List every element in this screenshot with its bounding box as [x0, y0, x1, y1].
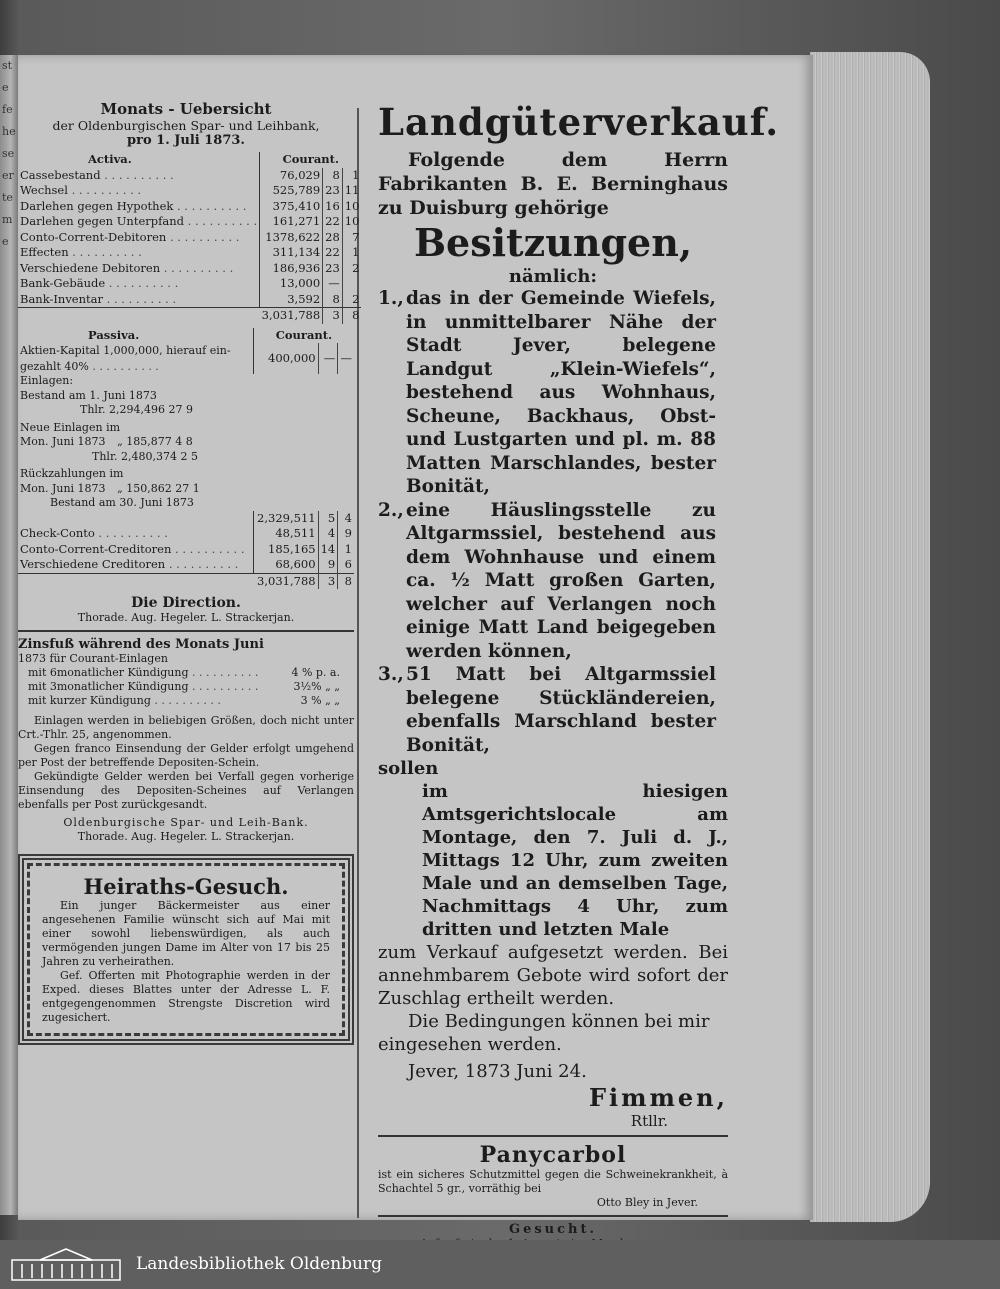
zins-rate: 3½% „ „: [293, 680, 340, 693]
sale-naemlich: nämlich:: [508, 266, 598, 287]
aktiva-c2: 7: [342, 230, 361, 246]
bank-name: Oldenburgische Spar- und Leih-Bank.: [63, 816, 309, 829]
passiva-label: Conto-Corrent-Creditoren . . .: [18, 542, 253, 558]
sale-item: [378, 287, 728, 499]
edge-letter: te: [2, 191, 13, 204]
zins-paragraph: Gegen franco Einsendung der Gelder erfolgt umgehend per Post der betreffende Depositen-Schein.: [18, 742, 354, 769]
passiva-c1: 4: [318, 526, 338, 542]
report-title: Monats - Uebersicht: [100, 100, 272, 118]
passiva-total-row: [18, 573, 354, 589]
sale-signer: Fimmen,: [588, 1083, 728, 1112]
marriage-ad-text: Ein junger Bäckermeister aus einer angesehenen Familie wünscht sich auf Mai mit einer sowohl liebenswürdigen, als auch vermögenden jungen Dame im Alter von 17 bis 25 Jahren zu verheirathen.: [42, 899, 330, 968]
right-column: [378, 100, 780, 1265]
aktiva-c1: 23: [323, 261, 343, 277]
aktiva-c1: 23: [323, 183, 343, 199]
aktiva-c1: 16: [323, 199, 343, 215]
aktiva-header-row: [18, 152, 361, 168]
aktiva-label: Verschiedene Debitoren . . .: [18, 261, 260, 277]
edge-letter: er: [2, 169, 14, 182]
aktiva-label: Conto-Corrent-Debitoren . . .: [18, 230, 260, 246]
marriage-ad-title: Heiraths-Gesuch.: [83, 874, 289, 899]
zins-rate: 4 % p. a.: [291, 666, 340, 679]
aktiva-amount: 13,000: [260, 276, 323, 292]
zins-title: Zinsfuß während des Monats Juni: [18, 637, 264, 652]
aktiva-row: [18, 168, 361, 184]
total-amount: 3,031,788: [260, 308, 323, 324]
einlagen-block: [18, 374, 354, 511]
sale-item-text: 51 Matt bei Altgarmssiel belegene Stückländereien, ebenfalls Marschland bester Bonität,: [406, 664, 716, 756]
passiva-courant-header: Courant.: [253, 328, 354, 344]
passiva-table: [18, 328, 354, 590]
passiva-label: Verschiedene Creditoren . . .: [18, 557, 253, 573]
neue-1: Neue Einlagen im: [20, 420, 121, 434]
aktiva-c1: 22: [323, 245, 343, 261]
rueck-amount: „ 150,862 27 1: [117, 481, 200, 495]
zins-label: mit 6monatlicher Kündigung . . .: [28, 666, 258, 680]
neue-2: Mon. Juni 1873: [20, 435, 106, 448]
passiva-c2: 4: [338, 511, 354, 527]
sale-item-text: das in der Gemeinde Wiefels, in unmittelbarer Nähe der Stadt Jever, belegene Landgut „Klein-Wiefels“, bestehend aus Wohnhaus, Scheune, Backhaus, Obst- und Lustgarten und pl. m. 88 Matten Marschlandes, bester Bonität,: [406, 288, 716, 497]
zins-paragraph: Einlagen werden in beliebigen Größen, doch nicht unter Crt.-Thlr. 25, angenommen.: [18, 714, 354, 741]
bestand-1-label: Bestand am 1. Juni 1873: [20, 388, 157, 402]
zins-text: [18, 714, 354, 812]
sale-sollen: sollen: [378, 758, 439, 779]
section-rule: [378, 1135, 728, 1137]
aktiva-total-row: [18, 308, 361, 324]
capital-amount: 400,000: [253, 343, 318, 374]
aktiva-c2: 1: [342, 245, 361, 261]
passiva-c2: 6: [338, 557, 354, 573]
report-date: pro 1. Juli 1873.: [127, 133, 245, 148]
passiva-row: [18, 526, 354, 542]
library-footer-bar: [0, 1240, 1000, 1289]
aktiva-c2: 2: [342, 261, 361, 277]
sale-item-number: 2.,: [378, 499, 404, 521]
aktiva-c2: 10: [342, 199, 361, 215]
sale-auction: im hiesigen Amtsgerichtslocale am Montage, den 7. Juli d. J., Mittags 12 Uhr, zum zweiten Male und an demselben Tage, Nachmittags 4 Uhr, zum dritten und letzten Male: [422, 781, 728, 940]
passiva-c2: 9: [338, 526, 354, 542]
sale-title: Landgüterverkauf.: [378, 100, 780, 144]
sale-item-text: eine Häuslingsstelle zu Altgarmssiel, bestehend aus dem Wohnhause und einem ca. ½ Matt großen Garten, welcher auf Verlangen noch einige Matt Land beigegeben werden können,: [406, 499, 716, 662]
neue-amount: „ 185,877 4 8: [117, 435, 193, 448]
passiva-c1: 9: [318, 557, 338, 573]
aktiva-amount: 3,592: [260, 292, 323, 308]
sale-signer-title: Rtllr.: [630, 1112, 668, 1130]
zins-row: [18, 666, 354, 680]
sale-intro: Folgende dem Herrn Fabrikanten B. E. Berninghaus zu Duisburg gehörige: [378, 149, 728, 219]
passiva-row: [18, 511, 354, 527]
aktiva-row: [18, 214, 361, 230]
aktiva-rows: [18, 168, 361, 308]
passiva-amount: 185,165: [253, 542, 318, 558]
capital-line-2: gezahlt 40% . . .: [20, 359, 251, 375]
zins-row: [18, 694, 354, 708]
aktiva-label: Darlehen gegen Hypothek . . .: [18, 199, 260, 215]
sum-amount: Thlr. 2,480,374 2 5: [92, 449, 198, 463]
report-subtitle: der Oldenburgischen Spar- und Leihbank,: [52, 118, 320, 133]
edge-letter: st: [2, 59, 13, 72]
einlagen-label: Einlagen:: [20, 374, 74, 387]
passiva-amount: 48,511: [253, 526, 318, 542]
aktiva-row: [18, 245, 361, 261]
bestand-1-amount: Thlr. 2,294,496 27 9: [80, 403, 193, 416]
aktiva-label: Cassebestand . . .: [18, 168, 260, 184]
passiva-c2: 1: [338, 542, 354, 558]
edge-letter: e: [2, 235, 9, 248]
edge-letter: fe: [2, 103, 13, 116]
edge-letter: m: [2, 213, 13, 226]
bestand-30-label: Bestand am 30. Juni 1873: [50, 496, 194, 509]
sale-items: [378, 287, 728, 757]
marriage-ad-text-2: Gef. Offerten mit Photographie werden in der Exped. dieses Blattes unter der Adresse L. F. entgegengenommen Strengste Discretion wird zugesichert.: [42, 969, 330, 1024]
panycarbol-seller: Otto Bley in Jever.: [596, 1196, 698, 1209]
passiva-header-row: [18, 328, 354, 344]
aktiva-c2: 10: [342, 214, 361, 230]
passiva-label: [18, 511, 253, 527]
library-name: Landesbibliothek Oldenburg: [136, 1254, 383, 1274]
aktiva-c2: 11: [342, 183, 361, 199]
passiva-header: Passiva.: [88, 327, 140, 342]
sale-bedingungen: Die Bedingungen können bei mir eingesehen werden.: [378, 1011, 710, 1055]
aktiva-label: Bank-Inventar . . .: [18, 292, 260, 308]
aktiva-amount: 525,789: [260, 183, 323, 199]
zins-label: mit kurzer Kündigung . . .: [28, 694, 221, 708]
zins-label: mit 3monatlicher Kündigung . . .: [28, 680, 258, 694]
sale-item-number: 3.,: [378, 664, 404, 685]
sale-item-number: 1.,: [378, 288, 404, 309]
zins-rate: 3 % „ „: [300, 694, 340, 707]
aktiva-c1: 28: [323, 230, 343, 246]
rueck-1: Rückzahlungen im: [20, 467, 124, 480]
panycarbol-text: ist ein sicheres Schutzmittel gegen die Schweinekrankheit, à Schachtel 5 gr., vorräthig bei: [378, 1168, 728, 1195]
aktiva-amount: 311,134: [260, 245, 323, 261]
aktiva-row: [18, 261, 361, 277]
courant-header: Courant.: [260, 152, 362, 168]
passiva-rows: [18, 511, 354, 574]
sale-place-date: Jever, 1873 Juni 24.: [408, 1061, 587, 1082]
total-c1: 3: [323, 308, 343, 324]
aktiva-c2: 2: [342, 292, 361, 308]
aktiva-row: [18, 292, 361, 308]
edge-letter: he: [2, 125, 16, 138]
aktiva-row: [18, 199, 361, 215]
left-column: [18, 100, 360, 1045]
aktiva-label: Bank-Gebäude . . .: [18, 276, 260, 292]
aktiva-c1: 8: [323, 168, 343, 184]
direction-title: Die Direction.: [131, 595, 241, 611]
section-rule: [378, 1215, 728, 1217]
aktiva-row: [18, 183, 361, 199]
zins-subtitle: 1873 für Courant-Einlagen: [18, 652, 168, 665]
passiva-total-c1: 3: [318, 573, 338, 589]
marriage-ad: [18, 854, 354, 1045]
aktiva-c2: 1: [342, 168, 361, 184]
direction-names: Thorade. Aug. Hegeler. L. Strackerjan.: [77, 611, 295, 624]
capital-line-1: Aktien-Kapital 1,000,000, hierauf ein-: [20, 344, 231, 357]
sale-item: [378, 663, 728, 757]
zins-row: [18, 680, 354, 694]
aktiva-c1: 8: [323, 292, 343, 308]
library-building-logo: [10, 1246, 122, 1282]
bank-names: Thorade. Aug. Hegeler. L. Strackerjan.: [77, 830, 295, 843]
passiva-c1: 5: [318, 511, 338, 527]
passiva-amount: 68,600: [253, 557, 318, 573]
aktiva-c1: —: [323, 276, 343, 292]
passiva-row: [18, 557, 354, 573]
passiva-row: [18, 542, 354, 558]
sale-item: [378, 499, 728, 664]
total-c2: 8: [342, 308, 361, 324]
aktiva-c1: 22: [323, 214, 343, 230]
sale-verkauf: zum Verkauf aufgesetzt werden. Bei annehmbarem Gebote wird sofort der Zuschlag ertheilt werden.: [378, 942, 728, 1009]
aktiva-row: [18, 276, 361, 292]
aktiva-amount: 76,029: [260, 168, 323, 184]
aktiva-table: [18, 152, 361, 324]
passiva-c1: 14: [318, 542, 338, 558]
aktiva-amount: 375,410: [260, 199, 323, 215]
section-rule: [18, 630, 354, 632]
book-page-edges: [810, 52, 930, 1222]
panycarbol-title: Panycarbol: [479, 1142, 627, 1168]
passiva-total-c2: 8: [338, 573, 354, 589]
zins-paragraph: Gekündigte Gelder werden bei Verfall gegen vorherige Einsendung des Depositen-Scheines auf Verlangen ebenfalls per Post zurückgesandt.: [18, 770, 354, 811]
capital-row: Aktien-Kapital 1,000,000, hierauf ein- gezahlt 40% . . . 400,000 — —: [18, 343, 354, 374]
aktiva-label: Effecten . . .: [18, 245, 260, 261]
aktiva-label: Darlehen gegen Unterpfand . . .: [18, 214, 260, 230]
rueck-2: Mon. Juni 1873: [20, 481, 106, 495]
edge-letter: se: [2, 147, 15, 160]
aktiva-label: Wechsel . . .: [18, 183, 260, 199]
zins-rows: [18, 666, 354, 708]
aktiva-amount: 186,936: [260, 261, 323, 277]
gesucht-title: Gesucht.: [508, 1222, 598, 1237]
passiva-label: Check-Conto . . .: [18, 526, 253, 542]
passiva-amount: 2,329,511: [253, 511, 318, 527]
previous-page-edge: [0, 55, 18, 1215]
aktiva-row: [18, 230, 361, 246]
aktiva-header: Activa.: [88, 152, 132, 166]
passiva-total-amount: 3,031,788: [253, 573, 318, 589]
aktiva-amount: 161,271: [260, 214, 323, 230]
sale-besitzungen: Besitzungen,: [413, 220, 693, 265]
edge-letter: e: [2, 81, 9, 94]
aktiva-amount: 1378,622: [260, 230, 323, 246]
aktiva-c2: [342, 276, 361, 292]
